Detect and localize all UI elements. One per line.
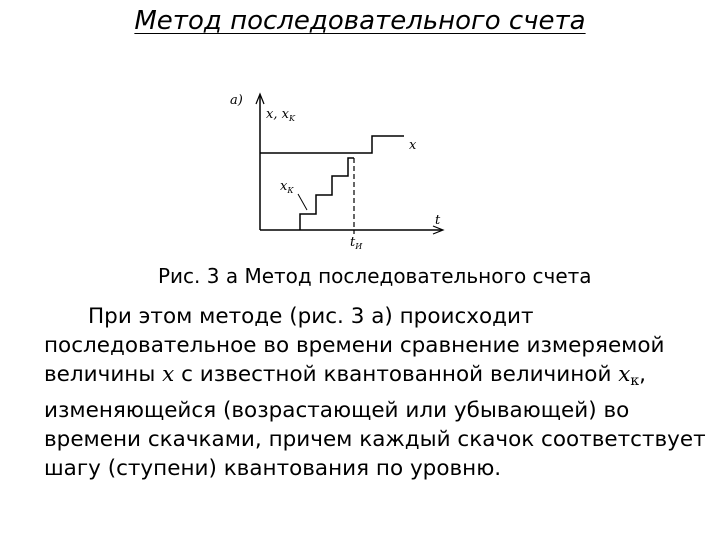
- variable-xk: $x_к$: [618, 362, 640, 389]
- xk-signal-label: $x_К$: [280, 179, 294, 195]
- panel-label: а): [230, 93, 243, 108]
- quantized-staircase-xk: [300, 158, 354, 230]
- slide-title: Метод последовательного счета: [134, 6, 586, 36]
- paragraph-part-2: с известной квантованной величиной: [174, 362, 619, 387]
- step-diagram: [228, 82, 458, 252]
- y-axis-label: x, $x_K$: [266, 107, 295, 123]
- body-paragraph: [44, 302, 716, 483]
- measured-signal-x: [260, 136, 404, 153]
- x-signal-label: x: [409, 138, 417, 153]
- xk-pointer: [298, 194, 307, 210]
- x-axis-label: t: [435, 213, 441, 228]
- diagram-svg: [228, 82, 458, 252]
- variable-xk-subscript: к: [630, 373, 640, 389]
- paragraph-part-1: При этом методе (рис. 3 а) происходит последовательное во времени сравнение измеряемой величины: [44, 304, 665, 387]
- figure-caption: Рис. 3 а Метод последовательного счета: [158, 264, 592, 288]
- paragraph-part-3: , изменяющейся (возрастающей или убывающей) во времени скачками, причем каждый скачок соответствует шагу (ступени) квантования по уровню.: [44, 362, 706, 481]
- variable-x: x: [162, 362, 175, 387]
- tn-label: $t_И$: [350, 235, 363, 251]
